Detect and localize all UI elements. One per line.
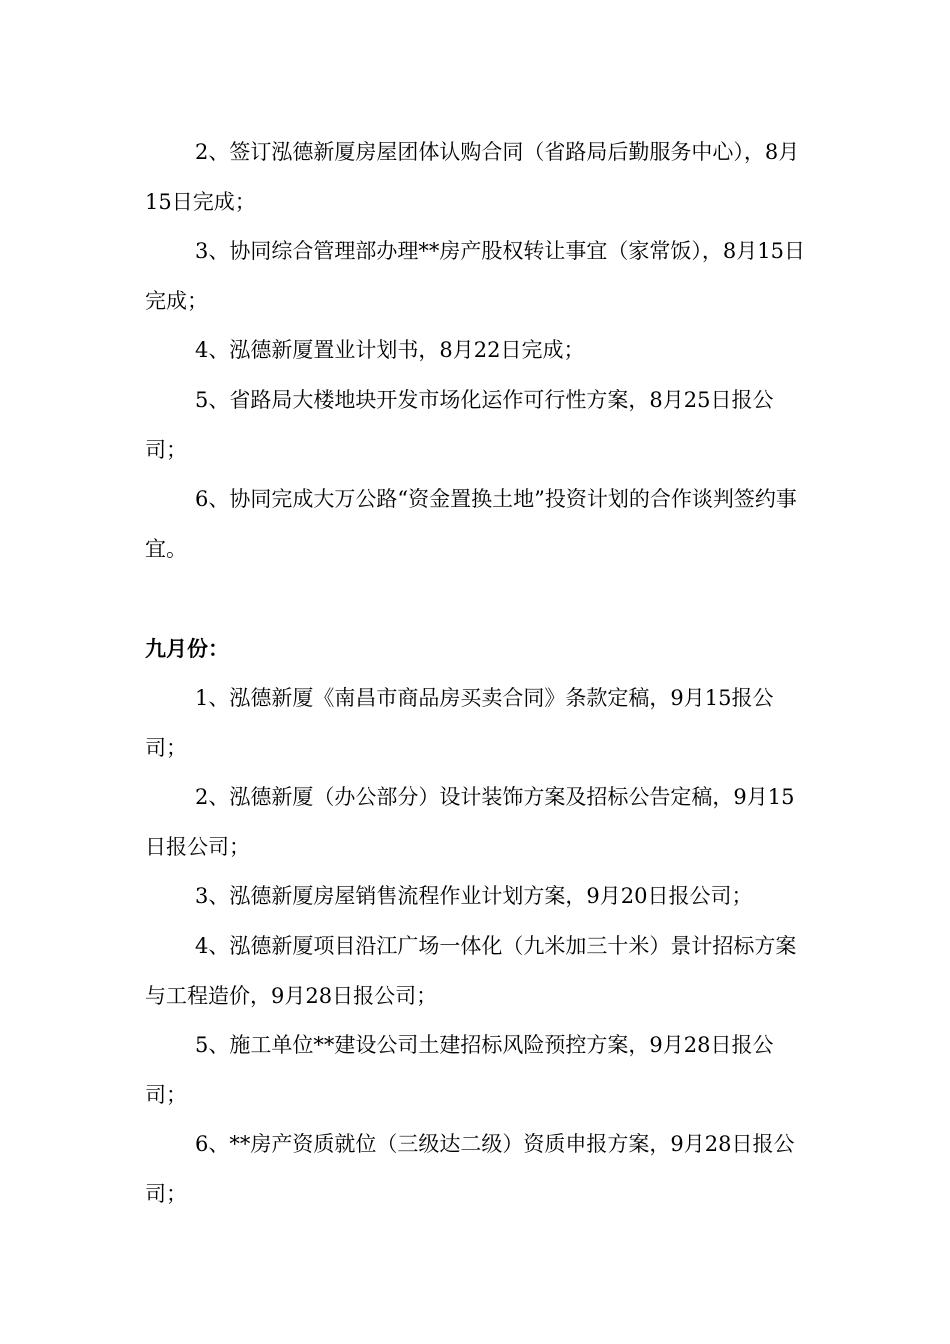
september-heading: 九月份： <box>145 636 229 661</box>
september-item-5: 5、施工单位**建设公司土建招标风险预控方案，9月28日报公司； <box>145 1033 774 1107</box>
september-item-1: 1、泓德新厦《南昌市商品房买卖合同》条款定稿，9月15报公司； <box>145 686 774 760</box>
september-item-2: 2、泓德新厦（办公部分）设计装饰方案及招标公告定稿，9月15日报公司； <box>145 785 795 859</box>
september-item-3: 3、泓德新厦房屋销售流程作业计划方案，9月20日报公司； <box>195 884 753 908</box>
august-item-3: 3、协同综合管理部办理**房产股权转让事宜（家常饭），8月15日完成； <box>145 239 805 313</box>
september-item-6: 6、**房产资质就位（三级达二级）资质申报方案，9月28日报公司； <box>145 1132 795 1206</box>
september-item-4: 4、泓德新厦项目沿江广场一体化（九米加三十米）景计招标方案与工程造价，9月28日报公司； <box>145 934 797 1008</box>
august-item-5: 5、省路局大楼地块开发市场化运作可行性方案，8月25日报公司； <box>145 388 774 462</box>
august-item-2: 2、签订泓德新厦房屋团体认购合同（省路局后勤服务中心），8月15日完成； <box>145 140 800 214</box>
august-item-4: 4、泓德新厦置业计划书，8月22日完成； <box>195 338 585 362</box>
august-item-6: 6、协同完成大万公路“资金置换土地”投资计划的合作谈判签约事宜。 <box>145 487 797 561</box>
